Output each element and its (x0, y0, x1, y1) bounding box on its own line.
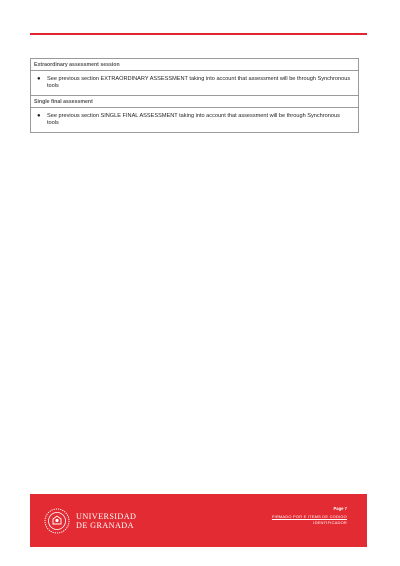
document-code-line2: IDENTIFICADOR (313, 520, 347, 525)
section-heading-extraordinary: Extraordinary assessment session (31, 59, 358, 71)
university-seal-icon (44, 508, 70, 534)
university-name (76, 513, 136, 530)
header-rule (30, 33, 367, 35)
page-footer (30, 494, 367, 547)
section-body-extraordinary (31, 71, 358, 96)
page-number: Page 7 (333, 506, 347, 511)
bullet-icon: ● (37, 76, 41, 82)
bullet-text: See previous section SINGLE FINAL ASSESSMENT taking into account that assessment will be through Synchronous tools (47, 113, 340, 126)
list-item (37, 76, 352, 90)
section-heading-single-final: Single final assessment (31, 96, 358, 108)
document-code (272, 514, 347, 526)
university-name-line2: DE GRANADA (76, 520, 134, 530)
list-item (37, 113, 352, 127)
bullet-icon: ● (37, 113, 41, 119)
document-code-line1: FIRMADO POR E ITEMS DE CODIGO (271, 514, 347, 519)
bullet-text: See previous section EXTRAORDINARY ASSESSMENT taking into account that assessment will be through Synchronous tools (47, 76, 351, 89)
university-name-line1: UNIVERSIDAD (76, 512, 137, 521)
section-body-single-final (31, 108, 358, 132)
assessment-table (30, 58, 359, 133)
